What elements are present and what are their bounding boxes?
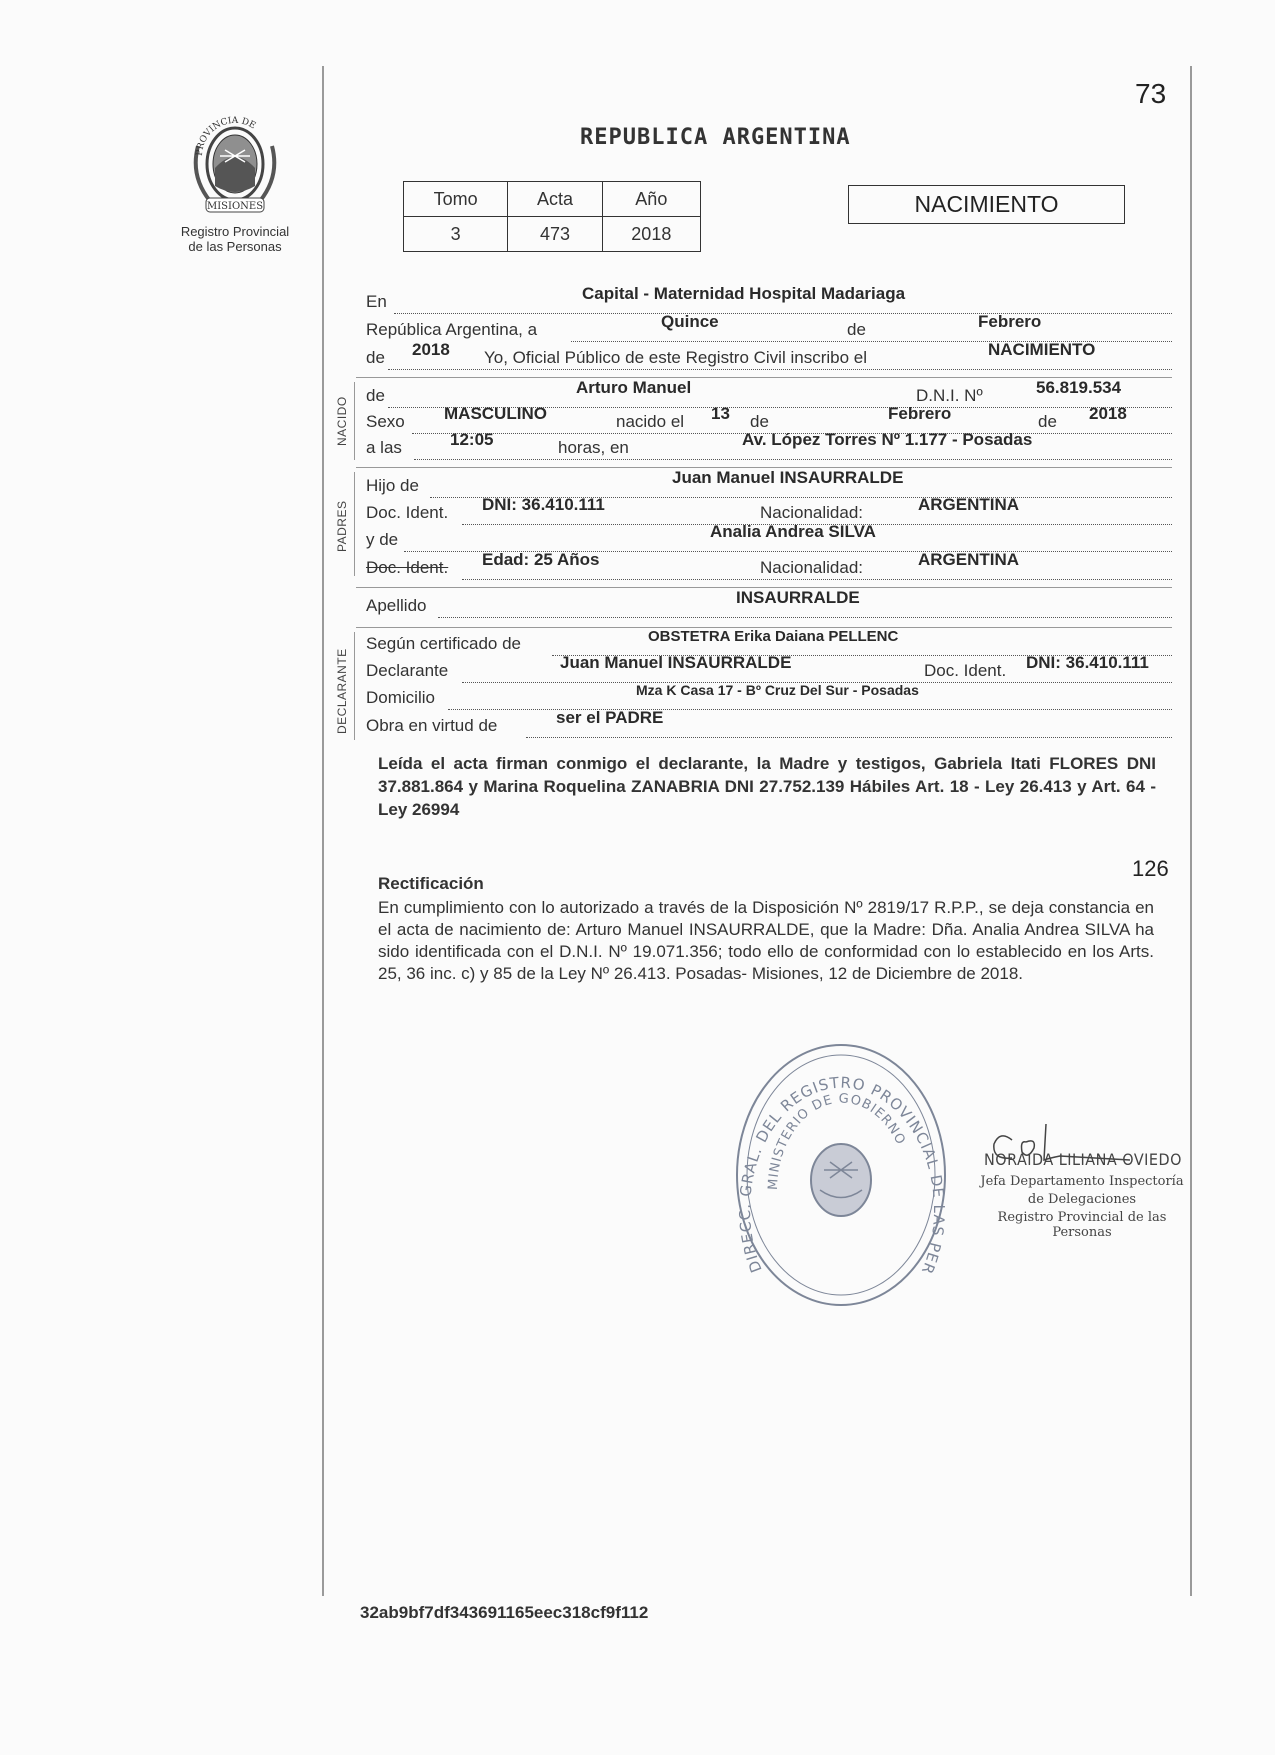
left-margin-rule xyxy=(322,66,324,1596)
mother-nationality-value: ARGENTINA xyxy=(918,550,1020,569)
father-nationality-value: ARGENTINA xyxy=(918,495,1020,514)
logo-arc-text: PROVINCIA DE xyxy=(194,115,258,157)
day-value: Quince xyxy=(661,312,719,331)
official-stamp xyxy=(732,1040,950,1310)
y-de-label: y de xyxy=(366,530,399,549)
mother-doc-row xyxy=(366,550,1172,584)
sex-value: MASCULINO xyxy=(444,404,547,423)
rectification-folio: 126 xyxy=(1132,856,1169,881)
record-number-table xyxy=(403,181,701,252)
year-de-label: de xyxy=(366,348,385,367)
hijo-de-label: Hijo de xyxy=(366,476,419,495)
declarante-doc-label: Doc. Ident. xyxy=(924,661,1007,680)
oficial-statement: Yo, Oficial Público de este Registro Civil inscribo el xyxy=(484,348,867,367)
declarante-section-label: DECLARANTE xyxy=(335,648,349,734)
nacido-de-label: de xyxy=(366,386,385,405)
page-number: 73 xyxy=(1135,78,1167,109)
signatory-title-2: de Delegaciones xyxy=(1027,1192,1137,1207)
apellido-value: INSAURRALDE xyxy=(736,588,860,607)
en-label: En xyxy=(366,292,387,311)
declarante-value: Juan Manuel INSAURRALDE xyxy=(560,653,792,672)
birth-year-value: 2018 xyxy=(1089,404,1127,423)
child-dni-label: D.N.I. Nº xyxy=(916,386,983,405)
domicilio-label: Domicilio xyxy=(366,688,435,707)
mother-doc-label: Doc. Ident. xyxy=(366,558,449,577)
logo-caption xyxy=(160,224,310,254)
anio-header: Año xyxy=(602,182,700,217)
record-type-box: NACIMIENTO xyxy=(848,185,1125,224)
child-name-value: Arturo Manuel xyxy=(576,378,692,397)
certificado-value: OBSTETRA Erika Daiana PELLENC xyxy=(648,628,899,645)
month-de-label: de xyxy=(847,320,866,339)
birth-month-value: Febrero xyxy=(888,404,952,423)
apellido-row xyxy=(366,588,1172,622)
stamp-inner-text: MINISTERIO DE GOBIERNO xyxy=(765,1091,909,1191)
obra-label: Obra en virtud de xyxy=(366,716,498,735)
record-table-header-row xyxy=(404,182,701,217)
father-doc-value: DNI: 36.410.111 xyxy=(482,495,605,514)
birth-month-de-label: de xyxy=(750,412,769,431)
inscribed-value: NACIMIENTO xyxy=(988,340,1096,359)
father-name-value: Juan Manuel INSAURRALDE xyxy=(672,468,904,487)
logo-caption-line2: de las Personas xyxy=(188,239,282,254)
year-row xyxy=(366,340,1172,374)
obra-row xyxy=(366,708,1172,742)
birth-day-value: 13 xyxy=(711,404,730,423)
padres-bracket xyxy=(354,472,355,576)
province-crest-logo xyxy=(180,106,290,216)
declarante-label: Declarante xyxy=(366,661,449,680)
mother-nationality-label: Nacionalidad: xyxy=(760,558,864,577)
signatory-title-1: Jefa Departamento Inspectoría xyxy=(980,1174,1184,1189)
father-doc-label: Doc. Ident. xyxy=(366,503,449,522)
tomo-header: Tomo xyxy=(404,182,508,217)
signatory-name: NORAIDA LILIANA OVIEDO xyxy=(984,1150,1182,1169)
rectification-body: En cumplimiento con lo autorizado a través de la Disposición Nº 2819/17 R.P.P., se deja constancia en el acta de nacimiento de: Arturo Manuel INSAURRALDE, que la Madre: Dña. Analia Andrea SILVA ha sido identificada con el D.N.I. Nº 19.071.356; todo ello de conformidad con lo establecido en los Arts. 25, 36 inc. c) y 85 de la Ley Nº 26.413. Posadas- Misiones, 12 de Diciembre de 2018. xyxy=(378,898,1154,983)
logo-bottom-text: MISIONES xyxy=(206,201,264,212)
nacido-el-label: nacido el xyxy=(616,412,685,431)
place-value: Capital - Maternidad Hospital Madariaga xyxy=(582,284,906,303)
year-value: 2018 xyxy=(412,340,450,359)
birth-time-value: 12:05 xyxy=(450,430,494,449)
birth-time-row xyxy=(366,430,1172,464)
domicilio-row xyxy=(366,682,1172,714)
birth-year-de-label: de xyxy=(1038,412,1057,431)
mother-doc-value: Edad: 25 Años xyxy=(482,550,600,569)
father-nationality-label: Nacionalidad: xyxy=(760,503,864,522)
signatory-title-3: Registro Provincial de las Personas xyxy=(997,1210,1167,1240)
anio-value: 2018 xyxy=(602,217,700,252)
birth-place-value: Av. López Torres Nº 1.177 - Posadas xyxy=(742,430,1033,449)
declarante-doc-value: DNI: 36.410.111 xyxy=(1026,653,1149,672)
stamp-outer-text: DIRECC. GRAL. DEL REGISTRO PROVINCIAL DE LAS PER xyxy=(735,1073,949,1278)
tomo-value: 3 xyxy=(404,217,508,252)
sexo-label: Sexo xyxy=(366,412,405,431)
acta-header: Acta xyxy=(508,182,602,217)
nacido-section-label: NACIDO xyxy=(335,396,349,446)
republica-label: República Argentina, a xyxy=(366,320,538,339)
closing-statement: Leída el acta firman conmigo el declarante, la Madre y testigos, Gabriela Itati FLORES DNI 37.881.864 y Marina Roquelina ZANABRIA DNI 27.752.139 Hábiles Art. 18 - Ley 26.413 y Art. 64 - Ley 26994 xyxy=(378,754,1156,819)
right-margin-rule xyxy=(1190,66,1192,1596)
padres-section-label: PADRES xyxy=(335,500,349,552)
record-table-value-row xyxy=(404,217,701,252)
obra-value: ser el PADRE xyxy=(556,708,664,727)
declarante-bracket xyxy=(354,632,355,740)
country-title: REPUBLICA ARGENTINA xyxy=(580,125,851,150)
month-value: Febrero xyxy=(978,312,1042,331)
document-hash: 32ab9bf7df343691165eec318cf9f112 xyxy=(360,1603,649,1622)
horas-en-label: horas, en xyxy=(558,438,629,457)
child-dni-value: 56.819.534 xyxy=(1036,378,1122,397)
logo-caption-line1: Registro Provincial xyxy=(180,224,290,239)
place-row xyxy=(366,284,1172,318)
certificado-label: Según certificado de xyxy=(366,634,521,653)
acta-value: 473 xyxy=(508,217,602,252)
a-las-label: a las xyxy=(366,438,402,457)
apellido-label: Apellido xyxy=(366,596,427,615)
nacido-bracket xyxy=(354,382,355,460)
rectification-title: Rectificación xyxy=(378,874,484,893)
mother-name-value: Analia Andrea SILVA xyxy=(710,522,876,541)
domicilio-value: Mza K Casa 17 - Bº Cruz Del Sur - Posadas xyxy=(636,682,919,698)
